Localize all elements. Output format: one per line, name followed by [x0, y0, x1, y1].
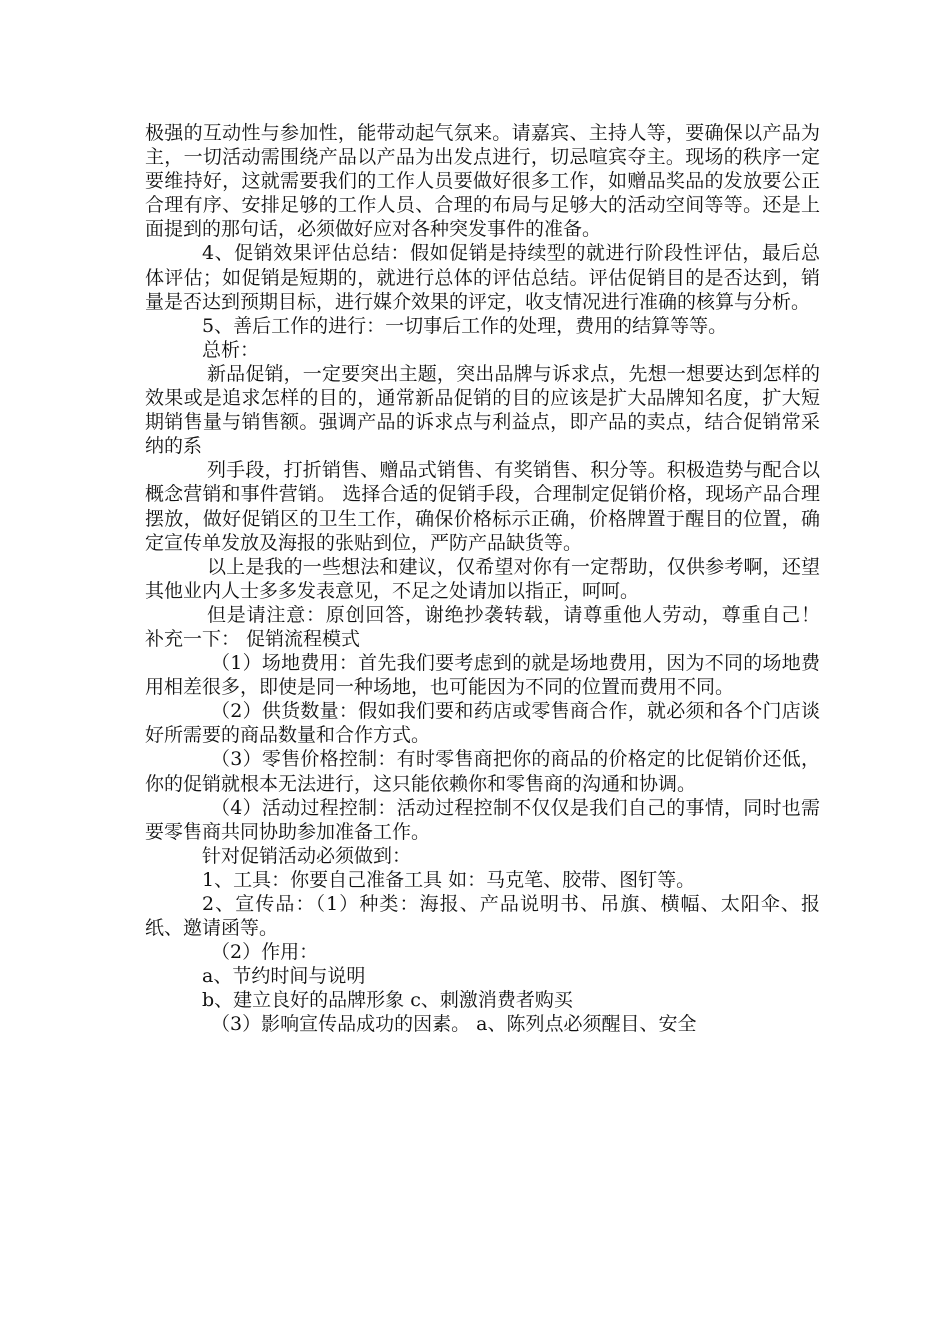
paragraph-suggestions: 以上是我的一些想法和建议，仅希望对你有一定帮助，仅供参考啊，还望其他业内人士多多发表意见，不足之处请加以指正，呵呵。 [145, 555, 820, 602]
paragraph-process-control: （4）活动过程控制：活动过程控制不仅仅是我们自己的事情，同时也需要零售商共同协助参加准备工作。 [145, 796, 820, 843]
paragraph-success-factors: （3）影响宣传品成功的因素。 a、陈列点必须醒目、安全 [211, 1013, 697, 1036]
paragraph-evaluation: 4、促销效果评估总结：假如促销是持续型的就进行阶段性评估，最后总体评估；如促销是短期的，就进行总体的评估总结。评估促销目的是否达到，销量是否达到预期目标，进行媒介效果的评定，收支情况进行准确的核算与分析。 [145, 242, 820, 313]
paragraph-must-do: 针对促销活动必须做到： [202, 844, 412, 867]
paragraph-item-b: b、建立良好的品牌形象 c、刺激消费者购买 [202, 989, 573, 1012]
paragraph-function: （2）作用： [211, 941, 319, 964]
paragraph-summary-heading: 总析： [202, 338, 260, 361]
paragraph-new-product: 新品促销，一定要突出主题，突出品牌与诉求点，先想一想要达到怎样的效果或是追求怎样的目的，通常新品促销的目的应该是扩大品牌知名度，扩大短期销售量与销售额。强调产品的诉求点与利益点，即产品的卖点，结合促销常采纳的系 [145, 362, 820, 458]
paragraph-venue-cost: （1）场地费用：首先我们要考虑到的就是场地费用，因为不同的场地费用相差很多，即使是同一种场地，也可能因为不同的位置而费用不同。 [145, 652, 820, 699]
paragraph-tools: 1、工具：你要自己准备工具 如：马克笔、胶带、图钉等。 [202, 868, 696, 891]
paragraph-methods: 列手段，打折销售、赠品式销售、有奖销售、积分等。积极造势与配合以概念营销和事件营销。 选择合适的促销手段，合理制定促销价格，现场产品合理摆放，做好促销区的卫生工作，确保价格标示正确，价格牌置于醒目的位置，确定宣传单发放及海报的张贴到位，严防产品缺货等。 [145, 459, 820, 554]
document-body [145, 121, 820, 1037]
paragraph-interaction: 极强的互动性与参加性，能带动起气氛来。请嘉宾、主持人等，要确保以产品为主，一切活动需围绕产品以产品为出发点进行，切忌喧宾夺主。现场的秩序一定要维持好，这就需要我们的工作人员要做好很多工作，如赠品奖品的发放要公正合理有序、安排足够的工作人员、合理的布局与足够大的活动空间等等。还是上面提到的那句话，必须做好应对各种突发事件的准备。 [145, 122, 820, 241]
paragraph-notice: 但是请注意：原创回答，谢绝抄袭转载，请尊重他人劳动，尊重自己！ 补充一下： 促销流程模式 [145, 603, 820, 650]
paragraph-supply: （2）供货数量：假如我们要和药店或零售商合作，就必须和各个门店谈好所需要的商品数量和合作方式。 [145, 700, 820, 747]
paragraph-item-a: a、节约时间与说明 [202, 965, 366, 988]
paragraph-promo-materials: 2、宣传品：（1）种类：海报、产品说明书、吊旗、横幅、太阳伞、报纸、邀请函等。 [145, 893, 820, 940]
paragraph-aftercare: 5、善后工作的进行：一切事后工作的处理，费用的结算等等。 [202, 314, 728, 337]
paragraph-price-control: （3）零售价格控制：有时零售商把你的商品的价格定的比促销价还低，你的促销就根本无法进行，这只能依赖你和零售商的沟通和协调。 [145, 748, 820, 795]
